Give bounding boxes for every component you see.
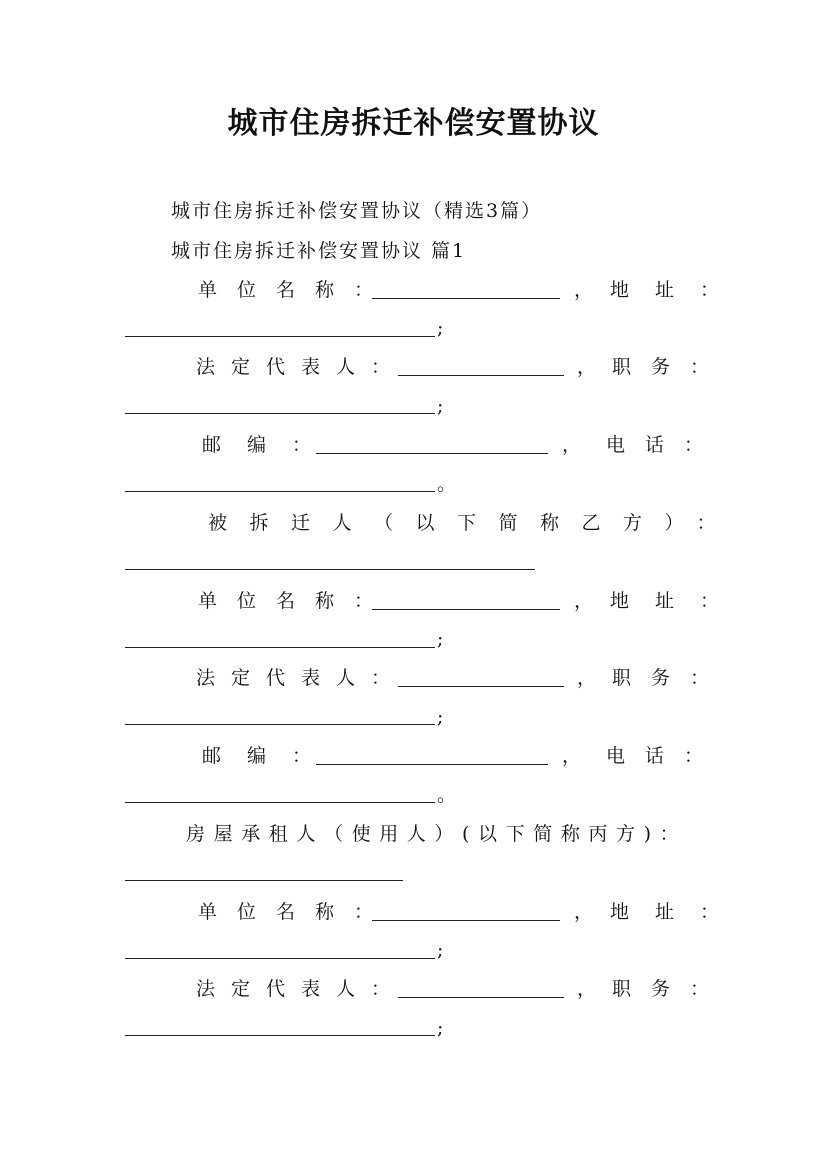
- legal-rep-line-3: [0, 975, 827, 1003]
- unit-name-blank[interactable]: [372, 920, 560, 921]
- unit-name-label: 单位名称：: [198, 901, 394, 923]
- postcode-blank[interactable]: [316, 764, 548, 765]
- postcode-blank[interactable]: [316, 453, 548, 454]
- legal-rep-line-1: [0, 353, 827, 381]
- party-b-blank[interactable]: [125, 569, 535, 570]
- comma: ，: [577, 667, 597, 689]
- comma: ，: [574, 590, 594, 612]
- document-subtitle: 城市住房拆迁补偿安置协议（精选3篇）: [171, 200, 543, 222]
- legal-rep-line-2: [0, 664, 827, 692]
- comma: ，: [577, 978, 597, 1000]
- semicolon: ;: [437, 706, 444, 728]
- legal-rep-label: 法定代表人：: [196, 667, 407, 689]
- position-label: 职务：: [612, 978, 730, 1000]
- party-b-line: [0, 509, 827, 537]
- unit-name-line-3: [0, 898, 827, 926]
- party-c-label: 房屋承租人（使用人）(以下简称丙方)：: [186, 823, 688, 845]
- position-label: 职务：: [612, 667, 730, 689]
- party-c-blank[interactable]: [125, 880, 403, 881]
- position-blank[interactable]: [125, 413, 435, 414]
- postcode-line-1: [0, 431, 827, 459]
- address-label: 地址：: [610, 279, 746, 301]
- semicolon: ;: [437, 395, 444, 417]
- unit-name-label: 单位名称：: [198, 279, 394, 301]
- unit-name-line-1: [0, 276, 827, 304]
- legal-rep-label: 法定代表人：: [196, 978, 407, 1000]
- address-blank[interactable]: [125, 336, 435, 337]
- phone-label: 电话：: [606, 434, 724, 456]
- phone-blank[interactable]: [125, 802, 435, 803]
- comma: ，: [562, 745, 582, 767]
- period: 。: [437, 473, 457, 495]
- phone-label: 电话：: [606, 745, 724, 767]
- address-blank[interactable]: [125, 958, 435, 959]
- legal-rep-blank[interactable]: [398, 997, 564, 998]
- address-label: 地址：: [610, 590, 746, 612]
- semicolon: ;: [437, 317, 444, 339]
- party-b-label: 被拆迁人（以下简称乙方）：: [208, 512, 739, 534]
- semicolon: ;: [437, 628, 444, 650]
- legal-rep-blank[interactable]: [398, 686, 564, 687]
- unit-name-line-2: [0, 587, 827, 615]
- legal-rep-blank[interactable]: [398, 375, 564, 376]
- section-heading: 城市住房拆迁补偿安置协议 篇1: [171, 240, 467, 262]
- unit-name-blank[interactable]: [372, 609, 560, 610]
- position-blank[interactable]: [125, 724, 435, 725]
- semicolon: ;: [437, 1017, 444, 1039]
- address-blank[interactable]: [125, 647, 435, 648]
- position-blank[interactable]: [125, 1035, 435, 1036]
- comma: ，: [577, 356, 597, 378]
- comma: ，: [574, 279, 594, 301]
- phone-blank[interactable]: [125, 491, 435, 492]
- unit-name-blank[interactable]: [372, 298, 560, 299]
- postcode-line-2: [0, 742, 827, 770]
- semicolon: ;: [437, 939, 444, 961]
- legal-rep-label: 法定代表人：: [196, 356, 407, 378]
- postcode-label: 邮编：: [202, 434, 338, 456]
- comma: ，: [562, 434, 582, 456]
- postcode-label: 邮编：: [202, 745, 338, 767]
- period: 。: [437, 784, 457, 806]
- address-label: 地址：: [610, 901, 746, 923]
- comma: ，: [574, 901, 594, 923]
- position-label: 职务：: [612, 356, 730, 378]
- unit-name-label: 单位名称：: [198, 590, 394, 612]
- document-title: 城市住房拆迁补偿安置协议: [227, 106, 600, 141]
- party-c-line: [0, 820, 827, 848]
